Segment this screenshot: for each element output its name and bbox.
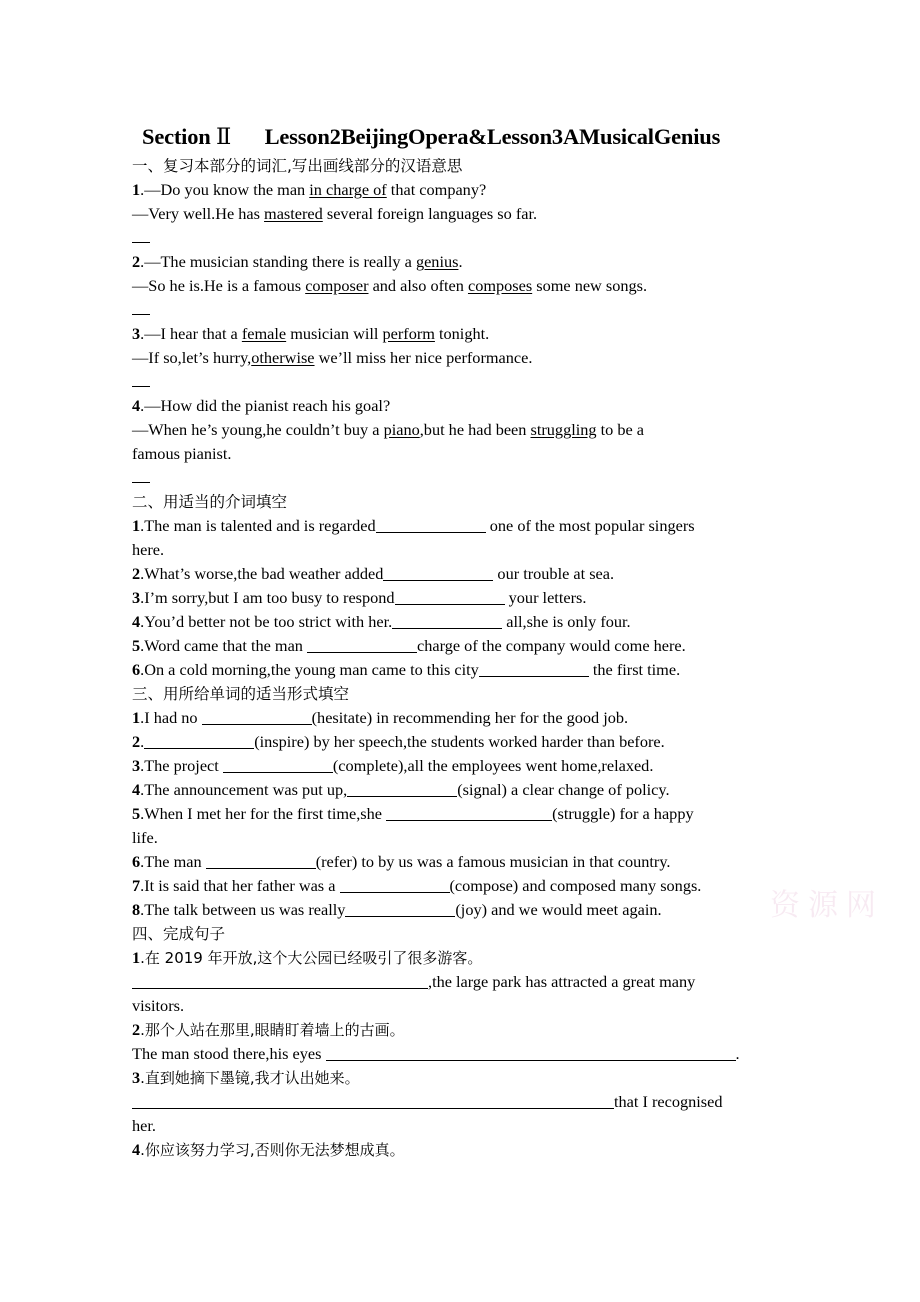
part3-item-5: 5.When I met her for the first time,she (struggle) for a happy (132, 804, 694, 823)
fill-blank[interactable] (395, 588, 505, 605)
part1-item-4: 4.—How did the pianist reach his goal? —When he’s young,he couldn’t buy a piano,but he had been struggling to be a famous pianist. (132, 394, 772, 490)
sentence-blank[interactable] (132, 1092, 614, 1109)
underlined-term: composes (467, 276, 533, 295)
fill-blank[interactable] (347, 780, 457, 797)
fill-blank[interactable] (307, 636, 417, 653)
part2-item-3: 3.I’m sorry,but I am too busy to respond your letters. (132, 588, 587, 607)
part2-item-1: 1.The man is talented and is regarded one of the most popular singers (132, 516, 695, 535)
title-section: Section (142, 124, 211, 149)
part3-item-2: 2. (inspire) by her speech,the students worked harder than before. (132, 732, 665, 751)
underlined-term: female (241, 324, 287, 343)
part1-item-1: 1.—Do you know the man in charge of that company? —Very well.He has mastered several foreign languages so far. (132, 178, 772, 250)
sentence-blank[interactable] (132, 972, 428, 989)
part2-item-5: 5.Word came that the man charge of the company would come here. (132, 636, 686, 655)
underlined-term: in charge of (309, 180, 387, 199)
part3-item-7: 7.It is said that her father was a (compose) and composed many songs. (132, 876, 702, 895)
underlined-term: otherwise (251, 348, 315, 367)
answer-blank[interactable] (132, 372, 150, 387)
watermark: 资源网 (770, 888, 884, 923)
part2-heading: 二、用适当的介词填空 (132, 493, 288, 511)
part3-item-1: 1.I had no (hesitate) in recommending her for the good job. (132, 708, 629, 727)
part1-item-3: 3.—I hear that a female musician will perform tonight. —If so,let’s hurry,otherwise we’ll miss her nice performance. (132, 322, 772, 394)
part3-item-4: 4.The announcement was put up, (signal) a clear change of policy. (132, 780, 670, 799)
answer-blank[interactable] (132, 468, 150, 483)
part4-item-4: 4.你应该努力学习,否则你无法梦想成真。 (132, 1140, 405, 1159)
fill-blank[interactable] (383, 564, 493, 581)
fill-blank[interactable] (223, 756, 333, 773)
sentence-blank[interactable] (326, 1044, 736, 1061)
underlined-term: genius (415, 252, 459, 271)
fill-blank[interactable] (392, 612, 502, 629)
underlined-term: piano (383, 420, 420, 439)
part3-item-8: 8.The talk between us was really (joy) and we would meet again. (132, 900, 662, 919)
title-roman-numeral: Ⅱ (216, 124, 232, 149)
part3-heading: 三、用所给单词的适当形式填空 (132, 685, 350, 703)
fill-blank[interactable] (376, 516, 486, 533)
title-lessons: Lesson2BeijingOpera&Lesson3AMusicalGenius (264, 124, 721, 149)
fill-blank[interactable] (386, 804, 552, 821)
answer-blank[interactable] (132, 228, 150, 243)
worksheet-page: Section Ⅱ Lesson2BeijingOpera&Lesson3AMusicalGenius 一、复习本部分的词汇,写出画线部分的汉语意思 1.—Do you know the man in charge of that company? —Very well.He has mastered several foreign languages so far. 2.—The musician standing there is really a genius. —So he is.He is a famous composer and also often composes some new songs. 3.—I hear that a female musician will perform tonight. —If so,let’s hurry,otherwise we’ll miss her nice performance. 4.—How did the pianist reach his goal? —When he’s young,he couldn’t buy a piano,but he had been struggling to be a famous pianist. 二、用适当的介词填空 1.The man is talented and is regarded one of the most popular singers here. 2.What’s worse,the bad weather added our trouble at sea. 3.I’m sorry,but I am too busy to respond your letters. 4.You’d better not be too strict with her. all,she is only four. 5.Word came that the man charge of the company would come here. 6.On a cold morning,the young man came to this city the first time. 三、用所给单词的适当形式填空 1.I had no (hesitate) in recommending her for the good job. 2. (inspire) by her speech,the students worked harder than before. 3.The project (complete),all the employees went home,relaxed. 4.The announcement was put up, (signal) a clear change of policy. 5.When I met her for the first time,she (struggle) for a happy life. 6.The man (refer) to by us was a famous musician in that country. 7.It is said that her father was a (compose) and composed many songs. 8.The talk between us was really (joy) and we would meet again. 四、完成句子 1.在 2019 年开放,这个大公园已经吸引了很多游客。 ,the large park has attracted a great many visitors. 2.那个人站在那里,眼睛盯着墙上的古画。 The man stood there,his eyes . 3.直到她摘下墨镜,我才认出她来。 that I recognised her. 4.你应该努力学习,否则你无法梦想成真。 (132, 120, 772, 1162)
page-title (142, 120, 772, 154)
underlined-term: composer (305, 276, 369, 295)
fill-blank[interactable] (345, 900, 455, 917)
answer-blank[interactable] (132, 300, 150, 315)
underlined-term: perform (382, 324, 435, 343)
part3-item-3: 3.The project (complete),all the employees went home,relaxed. (132, 756, 654, 775)
part4-item-1: 1.在 2019 年开放,这个大公园已经吸引了很多游客。 ,the large park has attracted a great many visitors. (132, 948, 696, 1015)
part2-item-4: 4.You’d better not be too strict with her. all,she is only four. (132, 612, 631, 631)
fill-blank[interactable] (144, 732, 254, 749)
fill-blank[interactable] (340, 876, 450, 893)
part4-heading: 四、完成句子 (132, 925, 226, 943)
part1-item-2: 2.—The musician standing there is really a genius. —So he is.He is a famous composer and also often composes some new songs. (132, 250, 772, 322)
fill-blank[interactable] (479, 660, 589, 677)
part2-item-6: 6.On a cold morning,the young man came to this city the first time. (132, 660, 681, 679)
underlined-term: struggling (530, 420, 597, 439)
fill-blank[interactable] (206, 852, 316, 869)
part3-item-6: 6.The man (refer) to by us was a famous musician in that country. (132, 852, 671, 871)
part1-heading: 一、复习本部分的词汇,写出画线部分的汉语意思 (132, 157, 463, 175)
part2-item-2: 2.What’s worse,the bad weather added our trouble at sea. (132, 564, 615, 583)
part4-item-3: 3.直到她摘下墨镜,我才认出她来。 that I recognised her. (132, 1068, 723, 1135)
underlined-term: mastered (264, 204, 323, 223)
part4-item-2: 2.那个人站在那里,眼睛盯着墙上的古画。 The man stood there,his eyes . (132, 1020, 740, 1063)
fill-blank[interactable] (202, 708, 312, 725)
